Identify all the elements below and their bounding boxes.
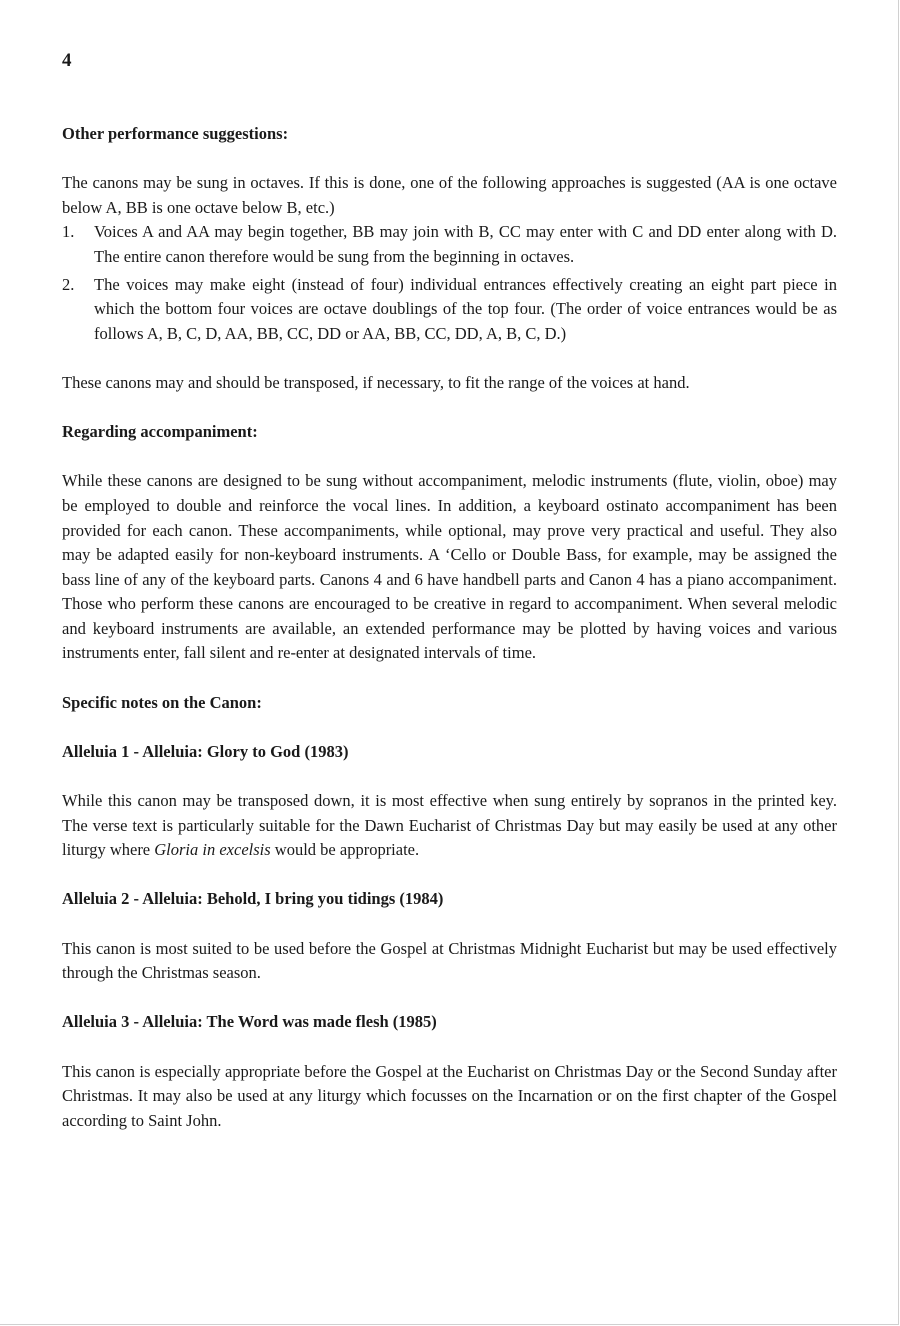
alleluia3-heading: Alleluia 3 - Alleluia: The Word was made flesh (1985) (62, 1012, 437, 1032)
page-number: 4 (62, 50, 72, 71)
alleluia1-italic-title: Gloria in excelsis (154, 840, 271, 860)
list-item (62, 273, 837, 347)
alleluia1-paragraph (62, 789, 837, 863)
specific-notes-heading: Specific notes on the Canon: (62, 692, 262, 712)
alleluia2-heading: Alleluia 2 - Alleluia: Behold, I bring you tidings (1984) (62, 889, 444, 909)
alleluia1-heading: Alleluia 1 - Alleluia: Glory to God (1983) (62, 741, 349, 761)
alleluia1-text-start: While this canon may be transposed down, it is most effective when sung entirely by sopranos in the printed key. The verse text is particularly suitable for the Dawn Eucharist of Christmas Day but may easily be used at any other liturgy where (62, 791, 837, 860)
list-item (62, 220, 837, 269)
alleluia1-text-end: would be appropriate. (270, 840, 420, 860)
page-content (62, 46, 837, 1158)
transpose-paragraph: These canons may and should be transposed, if necessary, to fit the range of the voices at hand. (62, 372, 690, 392)
performance-list (62, 220, 837, 346)
list-item-number: 2. (62, 274, 75, 294)
list-item-text: Voices A and AA may begin together, BB may join with B, CC may enter with C and DD enter along with D. The entire canon therefore would be sung from the beginning in octaves. (94, 222, 837, 266)
alleluia2-paragraph: This canon is most suited to be used before the Gospel at Christmas Midnight Eucharist but may be used effectively through the Christmas season. (62, 938, 837, 983)
list-item-text: The voices may make eight (instead of four) individual entrances effectively creating an eight part piece in which the bottom four voices are octave doublings of the top four. (The order of voice entrances would be as follows A, B, C, D, AA, BB, CC, DD or AA, BB, CC, DD, A, B, C, D.) (94, 274, 837, 343)
alleluia3-paragraph: This canon is especially appropriate before the Gospel at the Eucharist on Christmas Day or the Second Sunday after Christmas. It may also be used at any liturgy which focusses on the Incarnation or on the first chapter of the Gospel according to Saint John. (62, 1061, 837, 1130)
accompaniment-heading: Regarding accompaniment: (62, 422, 258, 442)
performance-heading: Other performance suggestions: (62, 124, 289, 143)
accompaniment-paragraph: While these canons are designed to be sung without accompaniment, melodic instruments (flute, violin, oboe) may be employed to double and reinforce the vocal lines. In addition, a keyboard ostinato accompaniment has been provided for each canon. These accompaniments, while optional, may prove very practical and useful. They also may be adapted easily for non-keyboard instruments. A ‘Cello or Double Bass, for example, may be assigned the bass line of any of the keyboard parts. Canons 4 and 6 have handbell parts and Canon 4 has a piano accompaniment. Those who perform these canons are encouraged to be creative in regard to accompaniment. When several melodic and keyboard instruments are available, an extended performance may be plotted by having voices and various instruments enter, fall silent and re-enter at designated intervals of time. (62, 471, 837, 663)
list-item-number: 1. (62, 222, 75, 242)
performance-intro: The canons may be sung in octaves. If this is done, one of the following approaches is suggested (AA is one octave below A, BB is one octave below B, etc.) (62, 173, 837, 217)
